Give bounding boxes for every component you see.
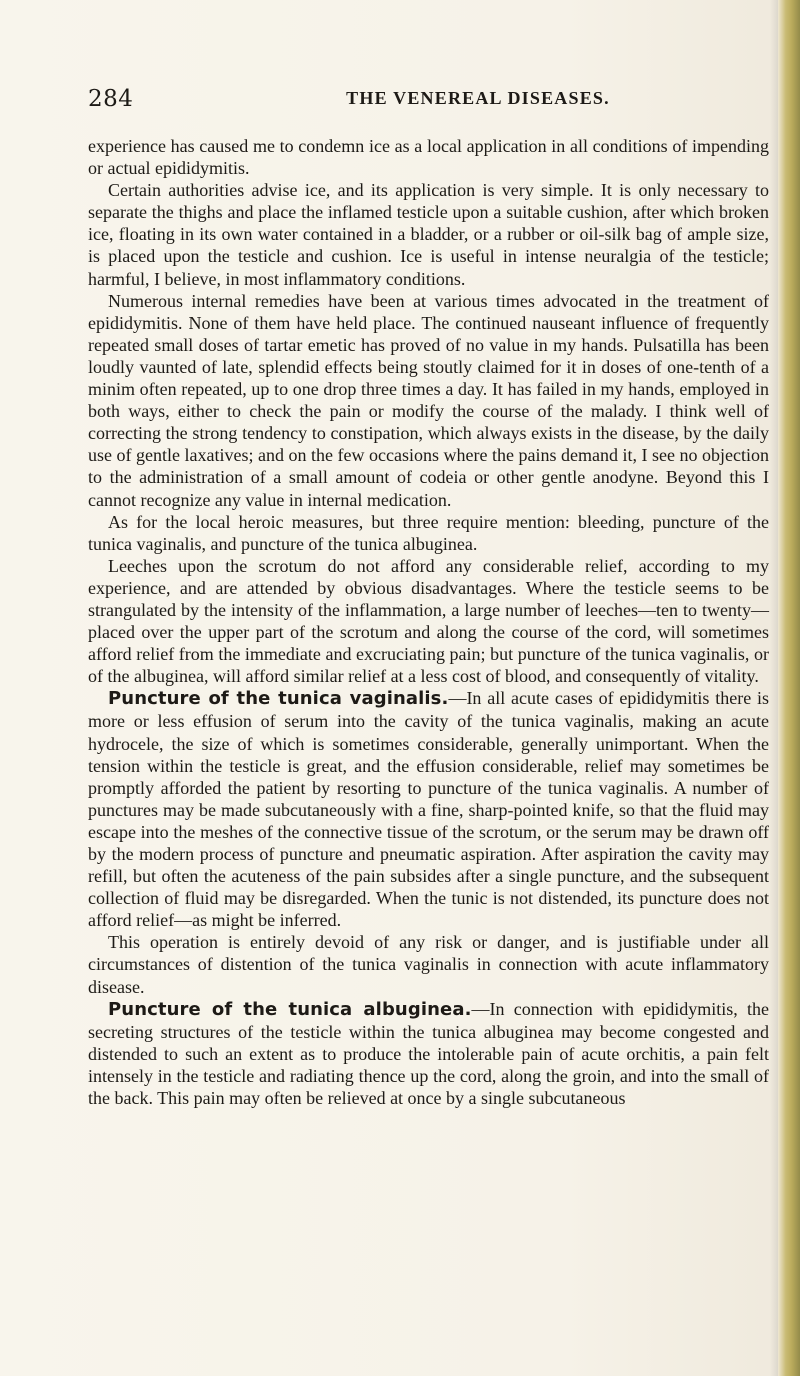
page-number: 284 [88,86,134,112]
running-head: THE VENEREAL DISEASES. [346,88,610,108]
paragraph-5: Leeches upon the scrotum do not afford any considerable relief, according to my experience, and are attended by obvious disadvantages. Where the testicle seems to be strangulated by the intensity of the inflammation, a large number of leeches—ten to twenty—placed over the upper part of the scrotum and along the course of the cord, will sometimes afford relief from the immediate and excruciating pain; but puncture of the tunica vaginalis, or of the albuginea, will afford similar relief at a less cost of blood, and consequently of vitality. [88,555,769,687]
paragraph-4: As for the local heroic measures, but three require mention: bleeding, puncture of the tunica vaginalis, and puncture of the tunica albuginea. [88,511,769,554]
paragraph-8 [88,998,769,1109]
paragraph-2: Certain authorities advise ice, and its application is very simple. It is only necessary to separate the thighs and place the inflamed testicle upon a suitable cushion, after which broken ice, floating in its own water contained in a bladder, or a rubber or oil-silk bag of ample size, is placed upon the testicle and cushion. Ice is useful in intense neuralgia of the testicle; harmful, I believe, in most inflammatory conditions. [88,180,769,289]
paragraph-8-text: —In connection with epididymitis, the secreting structures of the testicle within the tunica albuginea may become congested and distended to such an extent as to produce the intolerable pain of acute orchitis, a pain felt intensely in the testicle and radiating thence up the cord, along the groin, and into the small of the back. This pain may often be relieved at once by a single subcutaneous [88,998,769,1109]
page-body [88,135,769,1109]
book-edge [778,0,800,1376]
paragraph-6 [88,687,769,931]
subhead-albuginea: Puncture of the tunica albuginea. [108,998,472,1020]
subhead-vaginalis: Puncture of the tunica vaginalis. [108,688,449,710]
page-header [88,84,768,124]
paragraph-1: experience has caused me to condemn ice as a local application in all conditions of impending or actual epididymitis. [88,136,769,179]
paragraph-3: Numerous internal remedies have been at various times advocated in the treatment of epididymitis. None of them have held place. The continued nauseant influence of frequently repeated small doses of tartar emetic has proved of no value in my hands. Pulsatilla has been loudly vaunted of late, splendid effects being stoutly claimed for it in doses of one-tenth of a minim often repeated, up to one drop three times a day. It has failed in my hands, employed in both ways, either to check the pain or modify the course of the malady. I think well of correcting the strong tendency to constipation, which always exists in the disease, by the daily use of gentle laxatives; and on the few occasions where the pains demand it, I see no objection to the administration of a small amount of codeia or other gentle anodyne. Beyond this I cannot recognize any value in internal medication. [88,290,769,510]
paragraph-6-text: —In all acute cases of epididymitis there is more or less effusion of serum into the cavity of the tunica vaginalis, making an acute hydrocele, the size of which is sometimes considerable, generally unimportant. When the tension within the testicle is great, and the effusion considerable, relief may sometimes be promptly afforded the patient by resorting to puncture of the tunica vaginalis. A number of punctures may be made subcutaneously with a fine, sharp-pointed knife, so that the fluid may escape into the meshes of the connective tissue of the scrotum, or the serum may be drawn off by the modern process of puncture and pneumatic aspiration. After aspiration the cavity may refill, but often the acuteness of the pain subsides after a single puncture, and the subsequent collection of fluid may be disregarded. When the tunic is not distended, its puncture does not afford relief—as might be inferred. [88,688,770,931]
paragraph-7: This operation is entirely devoid of any risk or danger, and is justifiable under all circumstances of distention of the tunica vaginalis in connection with acute inflammatory disease. [88,932,769,997]
page-edge-shadow [770,0,778,1376]
